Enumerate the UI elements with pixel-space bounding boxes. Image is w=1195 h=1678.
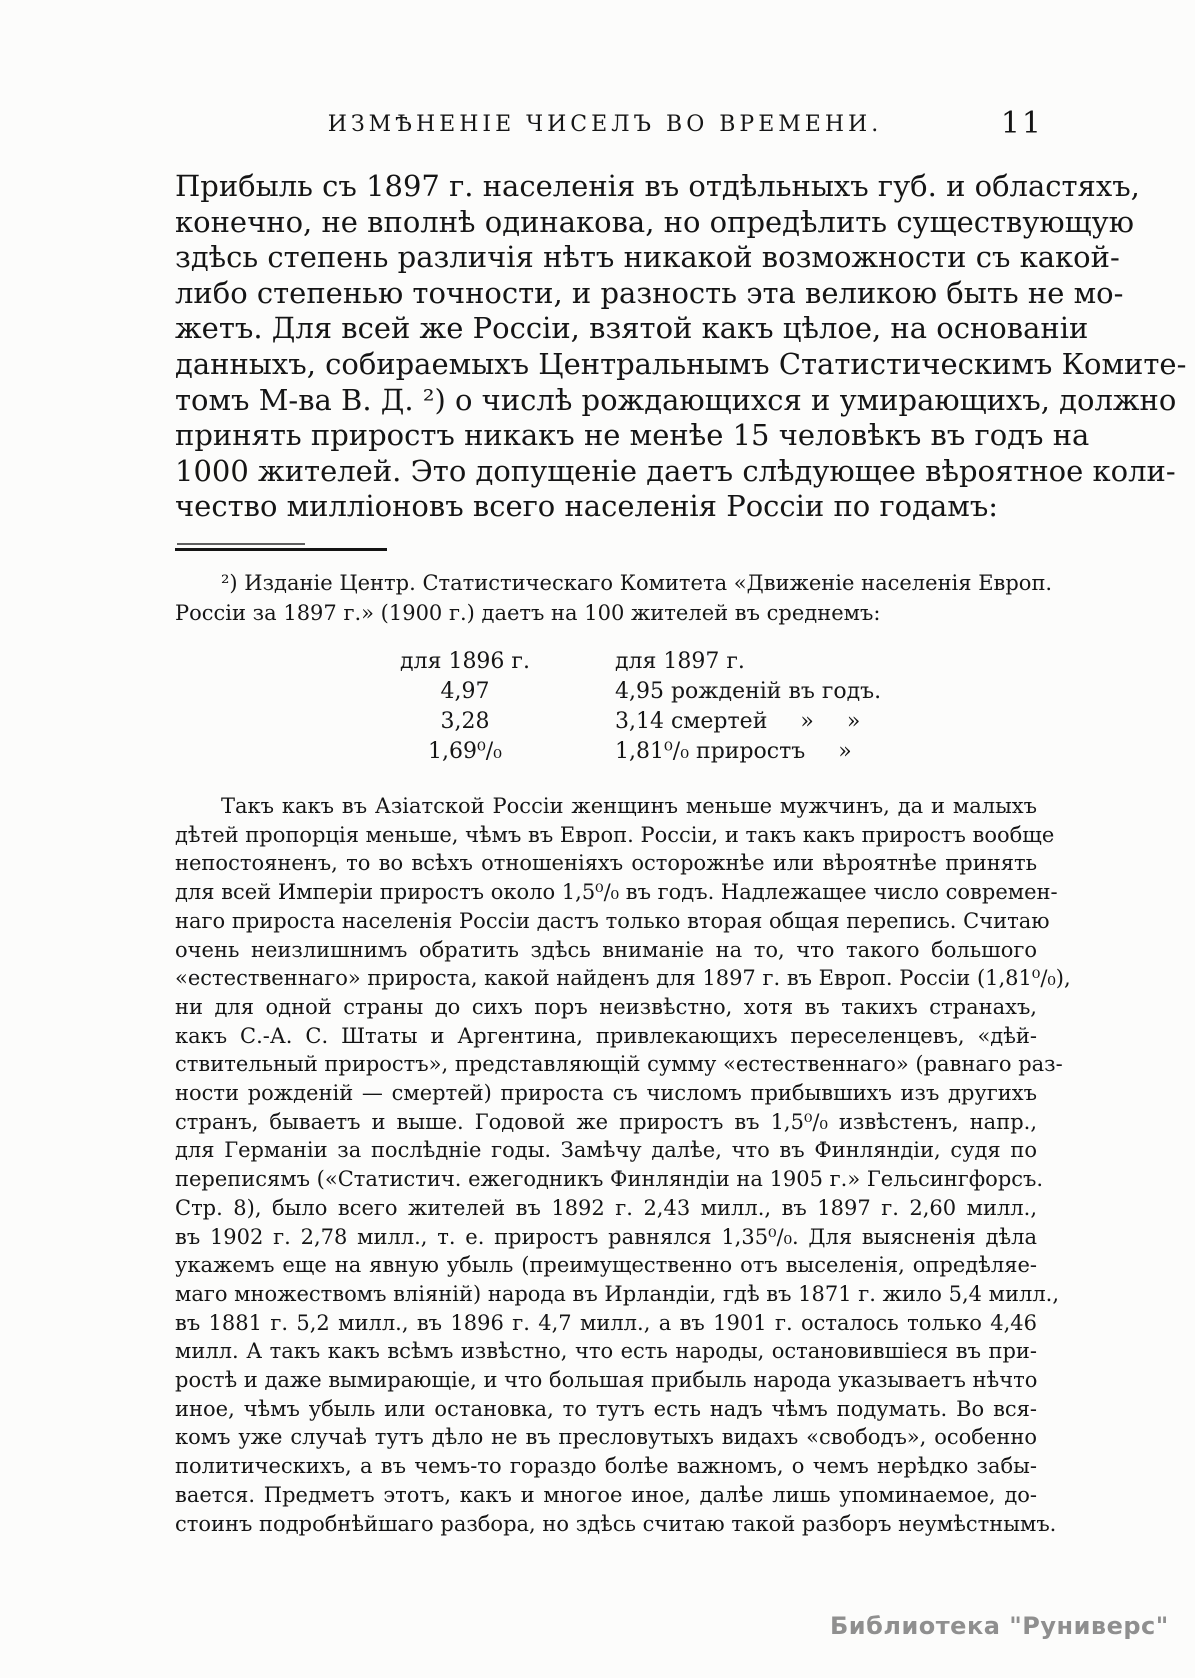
text-line: Прибыль съ 1897 г. населенія въ отдѣльныхъ губ. и областяхъ, bbox=[175, 169, 1140, 203]
text-line: иное, чѣмъ убыль или остановка, то тутъ есть надъ чѣмъ подумать. Во вся- bbox=[175, 1396, 1037, 1421]
table-cell-year-1897: 3,14 смертей » » bbox=[615, 709, 861, 734]
text-line: Такъ какъ въ Азіатской Россіи женщинъ меньше мужчинъ, да и малыхъ bbox=[221, 794, 1037, 818]
text-line: вается. Предметъ этотъ, какъ и многое иное, далѣе лишь упоминаемое, до- bbox=[175, 1482, 1037, 1507]
table-cell-year-1896: для 1896 г. bbox=[400, 649, 530, 674]
text-line: Стр. 8), было всего жителей въ 1892 г. 2,43 милл., въ 1897 г. 2,60 милл., bbox=[175, 1195, 1037, 1220]
text-line: политическихъ, а въ чемъ-то гораздо болѣе важномъ, о чемъ нерѣдко забы- bbox=[175, 1454, 1037, 1479]
table-cell-year-1897: 4,95 рожденій въ годъ. bbox=[615, 679, 882, 704]
text-line: укажемъ еще на явную убыль (преимущественно отъ выселенія, опредѣляе- bbox=[175, 1253, 1037, 1278]
separator-scan-artifact bbox=[177, 543, 305, 545]
text-line: либо степенью точности, и разность эта великою быть не мо- bbox=[175, 275, 1124, 310]
footnote-table-row bbox=[175, 647, 1037, 677]
footnote-statistics-table bbox=[175, 647, 1037, 767]
text-line: данныхъ, собираемыхъ Центральнымъ Статистическимъ Комите- bbox=[175, 346, 1187, 381]
text-line: какъ С.-А. С. Штаты и Аргентина, привлекающихъ переселенцевъ, «дѣй- bbox=[175, 1023, 1037, 1048]
text-line: конечно, не вполнѣ одинакова, но опредѣлить существующую bbox=[175, 204, 1134, 239]
footnote-table-row bbox=[175, 737, 1037, 767]
text-line: стоинъ подробнѣйшаго разбора, но здѣсь считаю такой разборъ неумѣстнымъ. bbox=[175, 1511, 1057, 1536]
text-line: ²) Изданіе Центр. Статистическаго Комитета «Движеніе населенія Европ. bbox=[221, 571, 1053, 595]
text-line: принять приростъ никакъ не менѣе 15 человѣкъ въ годъ на bbox=[175, 418, 1090, 453]
table-cell-year-1897: 1,81⁰/₀ приростъ » bbox=[615, 739, 852, 764]
text-line: дѣтей пропорція меньше, чѣмъ въ Европ. Россіи, и такъ какъ приростъ вообще bbox=[175, 822, 1055, 847]
text-line: ростѣ и даже вымирающіе, и что большая прибыль народа указываетъ нѣчто bbox=[175, 1368, 1038, 1393]
page-number: 11 bbox=[1000, 106, 1043, 141]
text-line: «естественнаго» прироста, какой найденъ для 1897 г. въ Европ. Россіи (1,81⁰/₀), bbox=[175, 966, 1071, 991]
text-line: жетъ. Для всей же Россіи, взятой какъ цѣлое, на основаніи bbox=[175, 311, 1089, 346]
table-cell-year-1896: 4,97 bbox=[440, 679, 490, 704]
footnote-body-paragraph bbox=[175, 792, 1071, 1538]
text-line: Россіи за 1897 г.» (1900 г.) даетъ на 100 жителей въ среднемъ: bbox=[175, 600, 881, 625]
text-line: 1000 жителей. Это допущеніе даетъ слѣдующее вѣроятное коли- bbox=[175, 453, 1176, 488]
text-line: здѣсь степень различія нѣтъ никакой возможности съ какой- bbox=[175, 240, 1120, 275]
text-line: ствительный приростъ», представляющій сумму «естественнаго» (равнаго раз- bbox=[175, 1052, 1063, 1077]
text-line: маго множествомъ вліяній) народа въ Ирландіи, гдѣ въ 1871 г. жило 5,4 милл., bbox=[175, 1281, 1060, 1306]
text-line: непостояненъ, то во всѣхъ отношеніяхъ осторожнѣе или вѣроятнѣе принять bbox=[175, 851, 1037, 876]
text-line: странъ, бываетъ и выше. Годовой же приростъ въ 1,5⁰/₀ извѣстенъ, напр., bbox=[175, 1109, 1037, 1134]
text-line: для Германіи за послѣдніе годы. Замѣчу далѣе, что въ Финляндіи, судя по bbox=[175, 1138, 1037, 1163]
text-line: ни для одной страны до сихъ поръ неизвѣстно, хотя въ такихъ странахъ, bbox=[175, 994, 1037, 1019]
table-cell-year-1897: для 1897 г. bbox=[615, 649, 745, 674]
footnote-intro-paragraph bbox=[175, 569, 1053, 628]
main-body-paragraph bbox=[175, 169, 1187, 525]
text-line: въ 1902 г. 2,78 милл., т. е. приростъ равнялся 1,35⁰/₀. Для выясненія дѣла bbox=[175, 1224, 1037, 1249]
text-line: для всей Имперіи приростъ около 1,5⁰/₀ въ годъ. Надлежащее число современ- bbox=[175, 880, 1058, 905]
text-line: томъ М-ва В. Д. ²) о числѣ рождающихся и умирающихъ, должно bbox=[175, 382, 1177, 417]
text-line: въ 1881 г. 5,2 милл., въ 1896 г. 4,7 милл., а въ 1901 г. осталось только 4,46 bbox=[175, 1310, 1037, 1335]
text-line: чество милліоновъ всего населенія Россіи по годамъ: bbox=[175, 489, 999, 524]
table-cell-year-1896: 3,28 bbox=[440, 709, 490, 734]
footnote-table-row bbox=[175, 707, 1037, 737]
text-line: комъ уже случаѣ тутъ дѣло не въ пресловутыхъ видахъ «свободъ», особенно bbox=[175, 1425, 1037, 1450]
running-head-title: ИЗМѢНЕНІЕ ЧИСЕЛЪ ВО ВРЕМЕНИ. bbox=[327, 112, 883, 137]
text-line: переписямъ («Статистич. ежегодникъ Финляндіи на 1905 г.» Гельсингфорсъ. bbox=[175, 1167, 1044, 1192]
runivers-library-watermark: Библиотека "Руниверс" bbox=[830, 1612, 1169, 1640]
text-line: очень неизлишнимъ обратить здѣсь вниманіе на то, что такого большого bbox=[175, 937, 1037, 962]
text-line: милл. А такъ какъ всѣмъ извѣстно, что есть народы, остановившіеся въ при- bbox=[175, 1339, 1037, 1364]
text-line: наго прироста населенія Россіи дастъ только вторая общая перепись. Считаю bbox=[175, 908, 1050, 933]
text-line: ности рожденій — смертей) прироста съ числомъ прибывшихъ изъ другихъ bbox=[175, 1081, 1037, 1106]
footnote-separator-rule bbox=[175, 548, 387, 551]
table-cell-year-1896: 1,69⁰/₀ bbox=[427, 739, 503, 764]
footnote-table-row bbox=[175, 677, 1037, 707]
